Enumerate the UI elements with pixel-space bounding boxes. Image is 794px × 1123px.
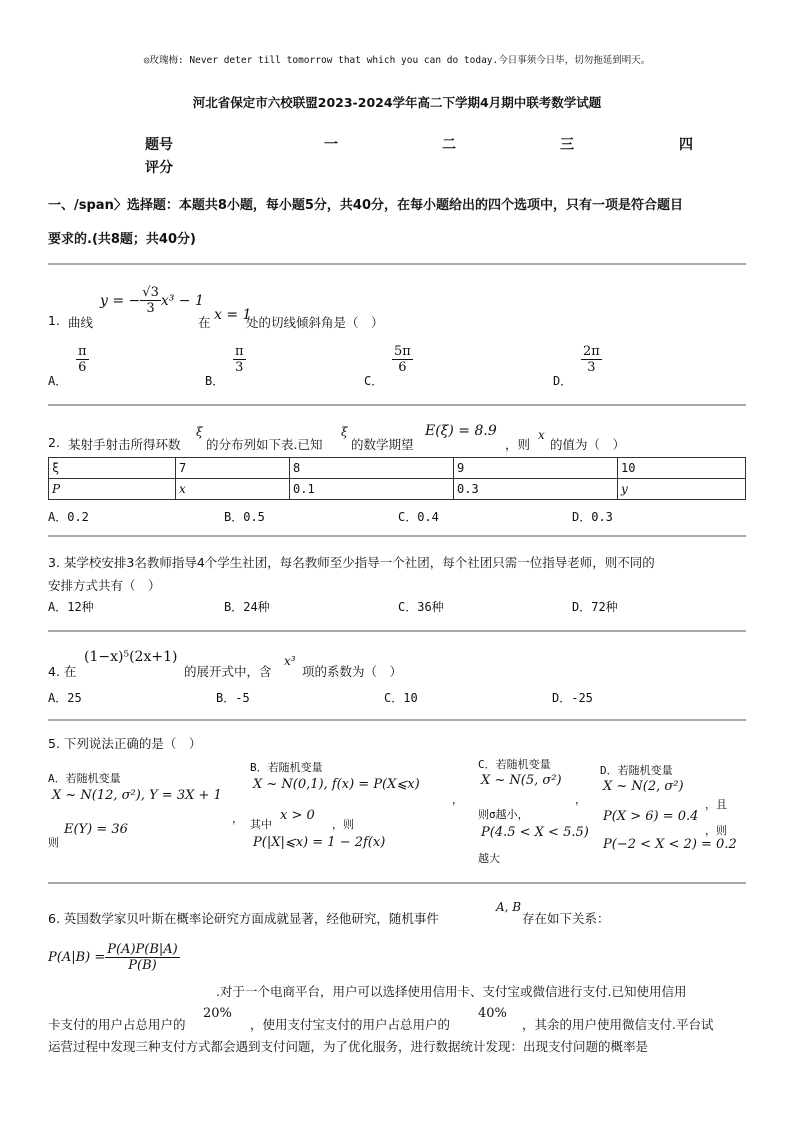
bayes-frac: [105, 942, 180, 973]
q4-option-b: B．-5: [216, 691, 250, 705]
q1-num: 1.: [48, 313, 60, 328]
q3-option-d: D．72种: [572, 600, 618, 614]
q2-xi-2: ξ: [341, 425, 348, 439]
table-cell: 0.1: [290, 479, 454, 500]
q2-text4: ，则: [505, 437, 531, 452]
bayes-formula: [48, 942, 180, 973]
q5-c-5: 越大: [478, 852, 500, 865]
q2-option-b: B．0.5: [224, 510, 265, 524]
table-cell: 0.3: [454, 479, 618, 500]
q1-option-b-den: 3: [235, 360, 244, 375]
q2-x: x: [538, 428, 545, 442]
q5-a-4: E(Y) = 36: [64, 822, 128, 837]
score-col-4: 四: [679, 137, 693, 153]
q5-a-2: X ~ N(12, σ²), Y = 3X + 1: [52, 788, 222, 803]
q1-option-a: [76, 344, 89, 375]
divider: [48, 263, 746, 265]
q5-b-3: 其中: [250, 818, 272, 831]
q3-option-a: A．12种: [48, 600, 94, 614]
q4-option-c: C．10: [384, 691, 418, 705]
q2-distribution-table: [48, 457, 746, 500]
q1-pre: 曲线: [68, 315, 94, 330]
q2-num: 2.: [48, 435, 60, 450]
q2-option-c: C．0.4: [398, 510, 439, 524]
q1-x-eq: x = 1: [214, 307, 252, 323]
q1-option-a-num: π: [78, 344, 87, 359]
q6-line3a: 卡支付的用户占总用户的: [48, 1017, 186, 1032]
q1-option-c-label: C．: [364, 374, 384, 388]
q2-option-d: D．0.3: [572, 510, 613, 524]
q5-b-comma: ，: [232, 812, 243, 825]
q2-expectation: E(ξ) = 8.9: [425, 423, 497, 439]
bayes-lhs: P(A|B) =: [48, 950, 106, 965]
q2-xi: ξ: [196, 425, 203, 439]
q1-option-b-num: π: [235, 344, 244, 359]
score-row2-label: 评分: [145, 160, 173, 176]
q5-c-4: P(4.5 < X < 5.5): [481, 825, 589, 840]
q3-option-c: C．36种: [398, 600, 444, 614]
q5-c-2: X ~ N(5, σ²): [481, 773, 562, 788]
q1-option-a-den: 6: [78, 360, 87, 375]
q5-b-end-comma: ，: [452, 793, 463, 806]
section-heading-line2: 要求的.(共8题；共40分): [48, 232, 196, 247]
q5-c-1: C．若随机变量: [478, 758, 551, 771]
q5-d-2: X ~ N(2, σ²): [603, 779, 684, 794]
q2-text5: 的值为（ ）: [550, 437, 626, 452]
q1-option-c: [392, 344, 413, 375]
q5-c-3: 则σ越小，: [478, 808, 529, 821]
q1-formula-den: 3: [146, 301, 155, 316]
table-cell: 7: [176, 458, 290, 479]
q3-line2: 安排方式共有（ ）: [48, 578, 161, 593]
score-col-2: 二: [442, 137, 456, 153]
q3-option-b: B．24种: [224, 600, 270, 614]
q2-text1: 某射手射击所得环数: [68, 437, 181, 452]
q6-line4: 运营过程中发现三种支付方式都会遇到支付问题，为了优化服务，进行数据统计发现：出现支付问题的概率是: [48, 1039, 649, 1054]
q1-formula: [100, 285, 204, 316]
q5-b-6: P(|X|⩽x) = 1 − 2f(x): [253, 835, 386, 850]
q5-stem: 5. 下列说法正确的是（ ）: [48, 736, 202, 751]
q2-text2: 的分布列如下表.已知: [206, 437, 323, 452]
q2-option-a: A．0.2: [48, 510, 89, 524]
q1-option-d-den: 3: [587, 360, 596, 375]
q1-option-d-frac: [581, 344, 602, 375]
q1-option-d: [581, 344, 602, 375]
q1-option-c-den: 6: [398, 360, 407, 375]
score-col-1: 一: [324, 137, 338, 153]
motto-header: ◎玫瑰梅: Never deter till tomorrow that which you can do today.今日事须今日毕，切勿拖延到明天。: [143, 55, 651, 66]
q5-b-1: B．若随机变量: [250, 761, 323, 774]
table-cell: ξ: [49, 458, 176, 479]
table-cell: y: [618, 479, 746, 500]
table-row: [49, 458, 746, 479]
q6-events-ab: A, B: [496, 900, 522, 914]
q1-option-b: [233, 344, 246, 375]
q5-b-5: ，则: [332, 818, 354, 831]
q5-b-4: x > 0: [280, 808, 315, 823]
q6-line2: .对于一个电商平台，用户可以选择使用信用卡、支付宝或微信进行支付.已知使用信用: [216, 984, 687, 999]
q1-option-a-label: A．: [48, 374, 68, 388]
q1-formula-frac: [140, 285, 161, 316]
divider: [48, 719, 746, 721]
q4-mid: 的展开式中，含: [184, 664, 272, 679]
q6-pct-40: 40%: [478, 1006, 507, 1021]
q4-expression: (1−x)⁵(2x+1): [84, 649, 178, 665]
q6-line1b: 存在如下关系：: [522, 911, 610, 926]
q1-formula-rest: x³ − 1: [160, 292, 204, 309]
q2-text3: 的数学期望: [351, 437, 414, 452]
q1-post: 处的切线倾斜角是（ ）: [246, 315, 384, 330]
q5-d-6: P(−2 < X < 2) = 0.2: [603, 837, 737, 852]
table-cell: x: [176, 479, 290, 500]
q1-mid: 在: [198, 315, 211, 330]
q6-line3c: ，其余的用户使用微信支付.平台试: [522, 1017, 714, 1032]
q6-line3b: ，使用支付宝支付的用户占总用户的: [250, 1017, 451, 1032]
q4-post: 项的系数为（ ）: [302, 664, 403, 679]
bayes-num: P(A)P(B|A): [107, 942, 178, 957]
bayes-den: P(B): [128, 958, 157, 973]
score-row-label: 题号: [145, 137, 173, 153]
q5-b-2: X ~ N(0,1), f(x) = P(X⩽x): [253, 777, 420, 792]
q1-formula-y: y = −: [100, 292, 141, 309]
q5-a-1: A．若随机变量: [48, 772, 121, 785]
divider: [48, 535, 746, 537]
q1-option-d-num: 2π: [583, 344, 600, 359]
q4-option-d: D．-25: [552, 691, 593, 705]
table-cell: 10: [618, 458, 746, 479]
page-title: 河北省保定市六校联盟2023-2024学年高二下学期4月期中联考数学试题: [192, 95, 602, 110]
q1-option-c-num: 5π: [394, 344, 411, 359]
q1-formula-num: √3: [142, 285, 159, 300]
q3-line1: 3. 某学校安排3名教师指导4个学生社团，每名教师至少指导一个社团，每个社团只需一位指导老师，则不同的: [48, 555, 655, 570]
q6-line1: 6. 英国数学家贝叶斯在概率论研究方面成就显著，经他研究，随机事件: [48, 911, 439, 926]
divider: [48, 630, 746, 632]
q4-x3: x³: [284, 654, 296, 668]
table-cell: 9: [454, 458, 618, 479]
q5-d-4: P(X > 6) = 0.4: [603, 809, 699, 824]
q4-option-a: A．25: [48, 691, 82, 705]
q6-pct-20: 20%: [203, 1006, 232, 1021]
q5-a-3: 则: [48, 836, 59, 849]
table-cell: 8: [290, 458, 454, 479]
q1-option-c-frac: [392, 344, 413, 375]
q1-option-d-label: D．: [553, 374, 573, 388]
divider: [48, 404, 746, 406]
q4-pre: 4. 在: [48, 664, 77, 679]
table-row: [49, 479, 746, 500]
section-heading-line1: 一、/span〉选择题：本题共8小题，每小题5分，共40分，在每小题给出的四个选项中，只有一项是符合题目: [48, 198, 684, 213]
q5-c-comma: ，: [575, 793, 586, 806]
score-col-3: 三: [560, 137, 574, 153]
q1-option-b-frac: [233, 344, 246, 375]
table-cell: P: [49, 479, 176, 500]
q1-option-a-frac: [76, 344, 89, 375]
q5-d-5: ，则: [705, 824, 727, 837]
q5-d-3: ，且: [705, 798, 727, 811]
q1-option-b-label: B．: [205, 374, 225, 388]
divider: [48, 882, 746, 884]
q5-d-1: D．若随机变量: [600, 764, 673, 777]
